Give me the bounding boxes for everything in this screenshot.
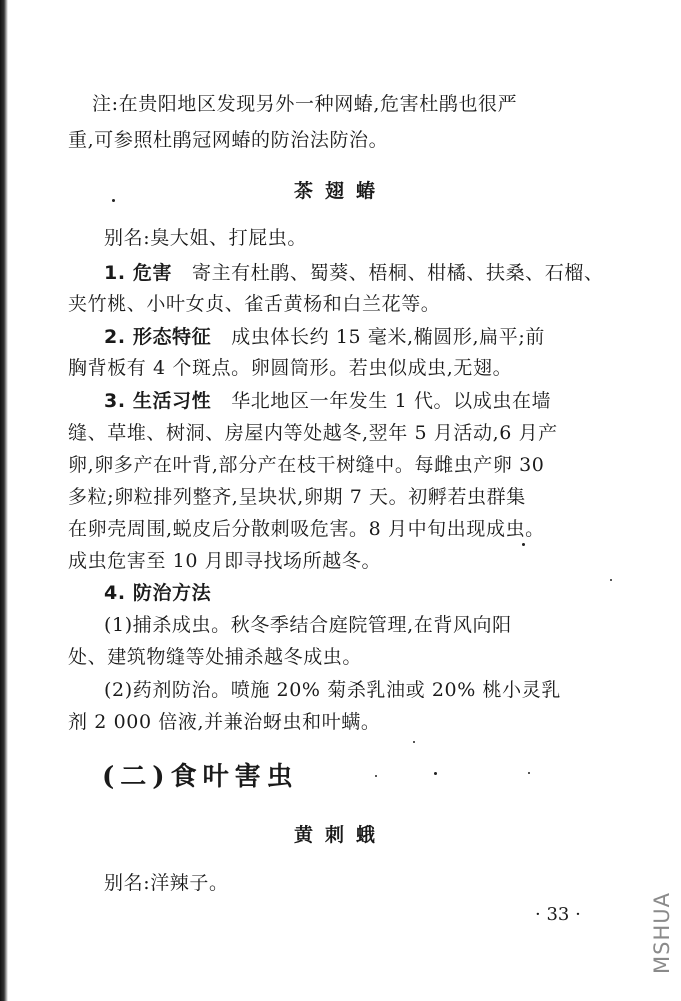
- control-p2-line-1: (2)药剂防治。喷施 20% 菊杀乳油或 20% 桃小灵乳: [104, 679, 561, 701]
- habits-line-5: 在卵壳周围,蜕皮后分散刺吸危害。8 月中旬出现成虫。: [68, 518, 545, 540]
- control-p1-line-1: (1)捕杀成虫。秋冬季结合庭院管理,在背风向阳: [104, 614, 512, 636]
- note-line-1: 注:在贵阳地区发现另外一种网蝽,危害杜鹃也很严: [92, 93, 518, 115]
- harm-term: 1. 危害: [104, 262, 173, 284]
- scan-speck: [610, 579, 612, 581]
- habits-line-2: 缝、草堆、树洞、房屋内等处越冬,翌年 5 月活动,6 月产: [68, 422, 558, 444]
- control-p1-line-2: 处、建筑物缝等处捕杀越冬成虫。: [68, 646, 363, 668]
- tea-bug-heading: 茶翅蝽: [293, 180, 387, 202]
- scan-speck: [112, 199, 115, 202]
- morphology-text: 成虫体长约 15 毫米,椭圆形,扁平;前: [231, 326, 545, 348]
- control-p2-line-2: 剂 2 000 倍液,并兼治蚜虫和叶螨。: [68, 711, 381, 733]
- habits-term: 3. 生活习性: [104, 390, 212, 412]
- scan-speck: [413, 741, 415, 743]
- tea-bug-alias: 别名:臭大姐、打屁虫。: [104, 227, 308, 249]
- habits-text: 华北地区一年发生 1 代。以成虫在墙: [231, 390, 552, 412]
- harm-line-1: [104, 261, 604, 285]
- morphology-line-2: 胸背板有 4 个斑点。卵圆筒形。若虫似成虫,无翅。: [68, 357, 513, 379]
- watermark: [650, 878, 674, 988]
- yellow-moth-heading: 黄刺蛾: [293, 824, 387, 846]
- scan-speck: [434, 772, 437, 775]
- harm-line-2: 夹竹桃、小叶女贞、雀舌黄杨和白兰花等。: [68, 293, 441, 315]
- control-term: 4. 防治方法: [104, 582, 212, 604]
- habits-line-6: 成虫危害至 10 月即寻找场所越冬。: [68, 550, 382, 572]
- page-number: · 33 ·: [535, 904, 581, 925]
- morphology-term: 2. 形态特征: [104, 326, 212, 348]
- habits-line-4: 多粒;卵粒排列整齐,呈块状,卵期 7 天。初孵若虫群集: [68, 486, 526, 508]
- harm-text: 寄主有杜鹃、蜀葵、梧桐、柑橘、扶桑、石榴、: [191, 262, 604, 284]
- control-heading: [104, 581, 211, 605]
- leaf-eating-pests-title: (二)食叶害虫: [102, 762, 299, 792]
- habits-line-1: [104, 389, 551, 413]
- note-line-2: 重,可参照杜鹃冠网蝽的防治法防治。: [68, 129, 389, 151]
- habits-line-3: 卵,卵多产在叶背,部分产在枝干树缝中。每雌虫产卵 30: [68, 454, 545, 476]
- yellow-moth-alias: 别名:洋辣子。: [104, 872, 229, 894]
- watermark-text: MSHUA: [650, 892, 674, 974]
- scan-speck: [375, 775, 377, 777]
- scan-speck: [522, 543, 525, 546]
- morphology-line-1: [104, 325, 545, 349]
- scan-speck: [528, 772, 530, 774]
